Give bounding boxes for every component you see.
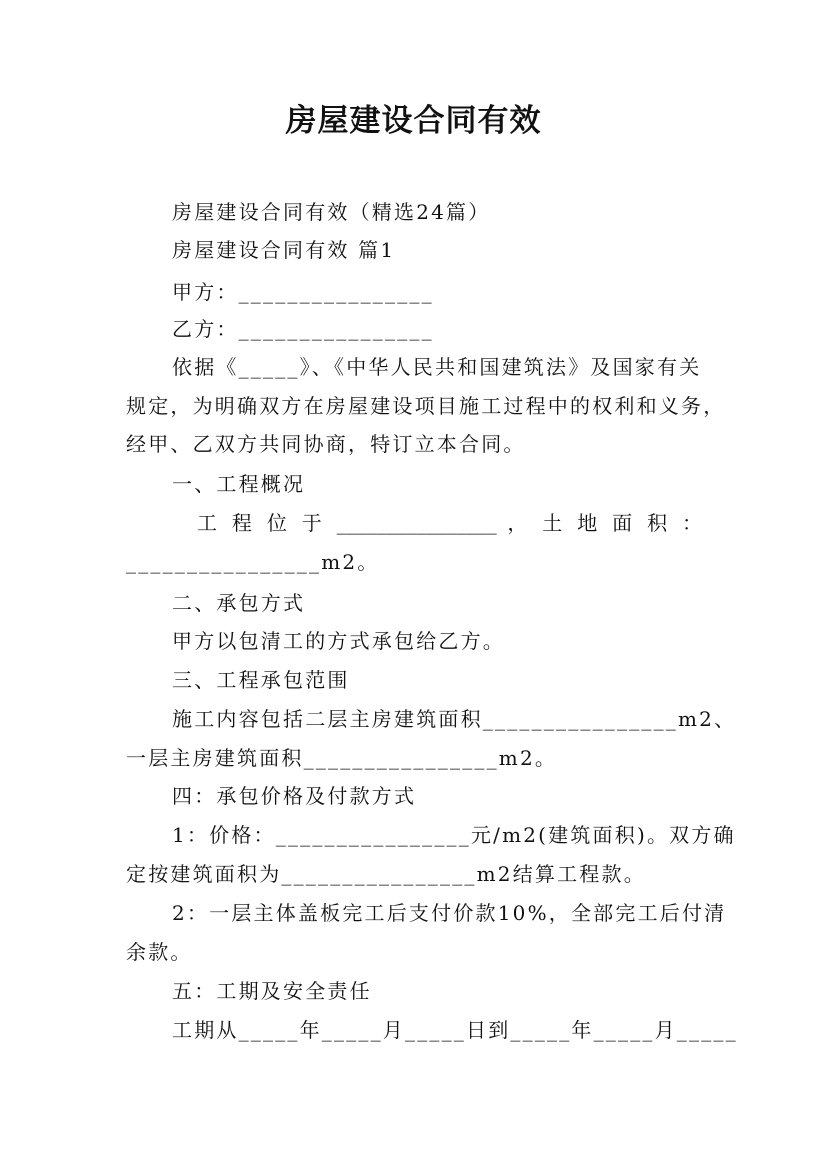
document-title: 房屋建设合同有效 (285, 103, 542, 139)
paragraph-line: 依据《_____》、《中华人民共和国建筑法》及国家有关 (172, 355, 702, 379)
section-heading: 一、工程概况 (172, 472, 306, 496)
paragraph-line: 余款。 (126, 940, 193, 964)
paragraph-line: ________________m2。 (126, 550, 380, 574)
section-heading: 二、承包方式 (172, 591, 306, 615)
paragraph-line: 甲方以包清工的方式承包给乙方。 (172, 629, 505, 653)
paragraph-line: 1：价格：________________元/m2(建筑面积)。双方确 (172, 823, 736, 847)
section-heading: 房屋建设合同有效 篇1 (172, 238, 396, 262)
paragraph-line: 施工内容包括二层主房建筑面积________________m2、 (172, 707, 737, 731)
party-b-line: 乙方：________________ (172, 317, 434, 341)
document-subtitle: 房屋建设合同有效（精选24篇） (172, 200, 491, 224)
paragraph-line: 定按建筑面积为________________m2结算工程款。 (126, 862, 646, 886)
paragraph-line: 规定，为明确双方在房屋建设项目施工过程中的权利和义务， (126, 394, 726, 418)
party-a-line: 甲方：________________ (172, 280, 434, 304)
section-heading: 三、工程承包范围 (172, 668, 350, 692)
paragraph-line: 经甲、乙双方共同协商，特订立本合同。 (126, 432, 526, 456)
paragraph-line: 2：一层主体盖板完工后支付价款10%，全部完工后付清 (172, 901, 727, 925)
section-heading: 五：工期及安全责任 (172, 979, 372, 1003)
section-heading: 四：承包价格及付款方式 (172, 784, 417, 808)
paragraph-line: 工 程 位 于 ________________ ， 土 地 面 积 ： (197, 511, 702, 535)
paragraph-line: 一层主房建筑面积________________m2。 (126, 746, 558, 770)
paragraph-line: 工期从_____年_____月_____日到_____年_____月_____ (172, 1018, 738, 1042)
